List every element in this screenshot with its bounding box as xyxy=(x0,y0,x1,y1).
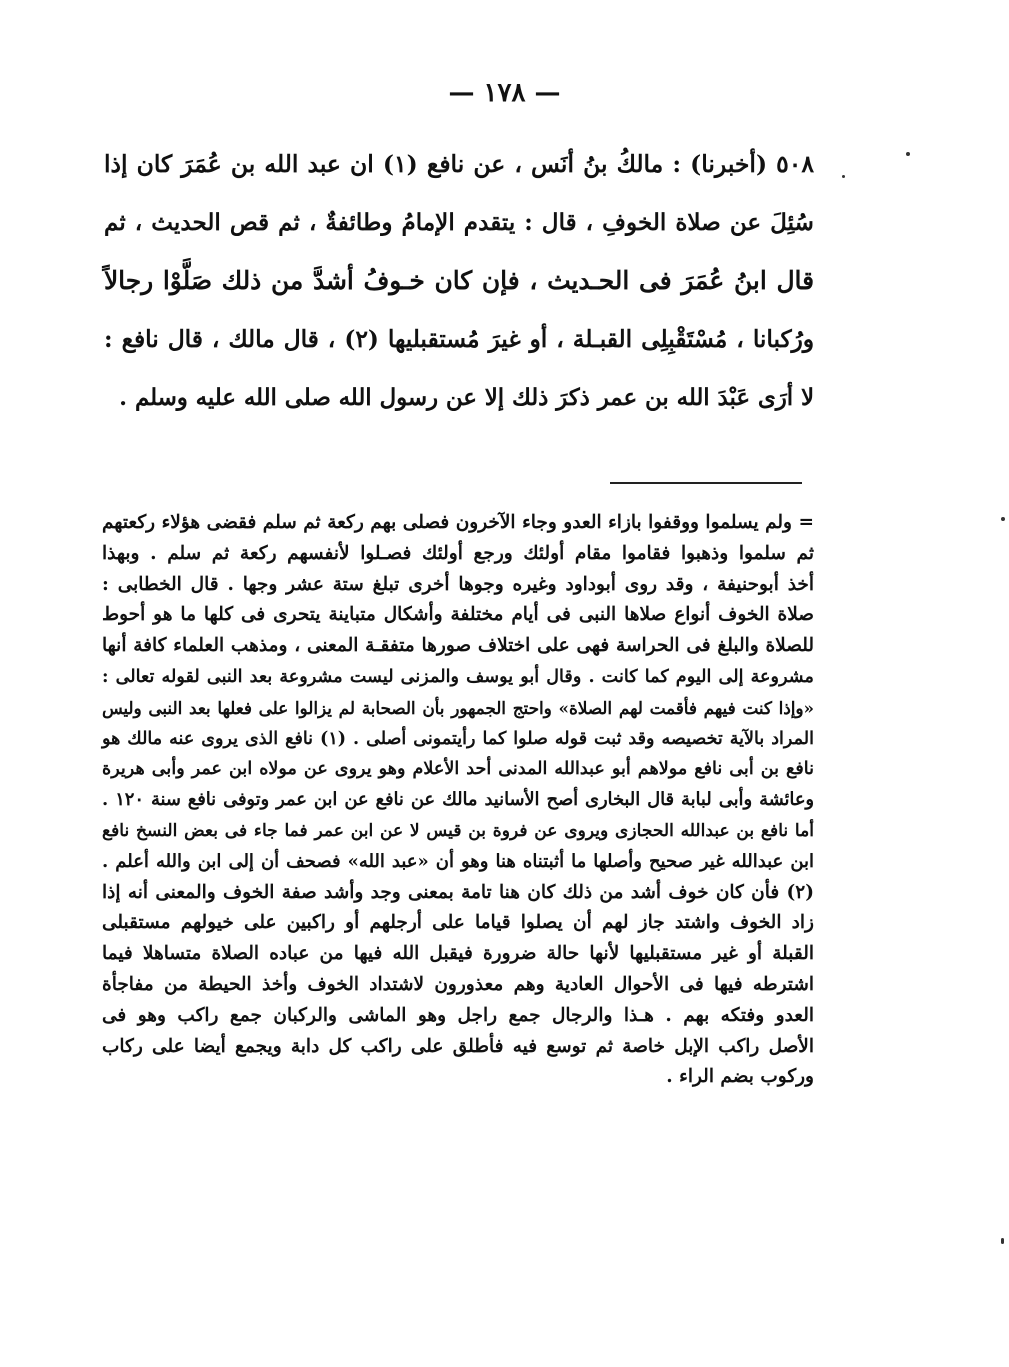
footnote-divider xyxy=(610,482,802,484)
margin-speck xyxy=(1001,517,1005,521)
main-text xyxy=(104,135,814,428)
footnote-line: ثم سلموا وذهبوا فقاموا مقام أولئك ورجع أولئك فصـلوا لأنفسهم ركعة ثم سلم . وبهذا xyxy=(102,542,814,564)
main-text-line: قال ابنُ عُمَرَ فى الحـديث ، فإن كان خـوفُ أشدَّ من ذلك صَلَّوْا رجالاً xyxy=(104,266,814,295)
footnote-line: العدو وفتكه بهم . هـذا والرجال جمع راجل وهو الماشى والركبان جمع راكب وهو فى xyxy=(102,1004,814,1026)
footnote-line: للصلاة والبلغ فى الحراسة فهى على اختلاف صورها متفقـة المعنى ، ومذهب العلماء كافة أنها xyxy=(102,635,814,657)
footnote-line: المراد بالآية تخصيصه وقد ثبت قوله صلوا كما رأيتمونى أصلى . (١) نافع الذى يروى عنه مالك هو xyxy=(102,728,814,749)
main-text-line: لا أرَى عَبْدَ الله بن عمر ذكرَ ذلك إلا عن رسول الله صلى الله عليه وسلم . xyxy=(119,385,814,411)
footnotes xyxy=(102,508,814,1093)
main-text-line: سُئِلَ عن صلاة الخوفِ ، قال : يتقدم الإمامُ وطائفةٌ ، ثم قص الحديث ، ثم xyxy=(104,208,814,236)
footnote-line: القبلة أو غير مستقبليها لأنها حالة ضرورة فيقبل الله فيها من عباده الصلاة متساهلا فيما xyxy=(102,943,814,965)
footnote-line: مشروعة إلى اليوم كما كانت . وقال أبو يوسف والمزنى ليست مشروعة بعد النبى لقوله تعالى : xyxy=(102,665,814,687)
footnote-line: = ولم يسلموا ووقفوا بازاء العدو وجاء الآخرون فصلى بهم ركعة ثم سلم فقضى هؤلاء ركعتهم xyxy=(102,512,814,533)
footnote-line: «وإذا كنت فيهم فأقمت لهم الصلاة» واحتج الجمهور بأن الصحابة لم يزالوا على فعلها بعد النبى وليس xyxy=(102,697,814,718)
footnote-line: وركوب بضم الراء . xyxy=(666,1066,814,1088)
main-text-line: ٥٠٨ (أخبرنا) : مالكُ بنُ أنَس ، عن نافع (١) ان عبد الله بن عُمَرَ كان إذا xyxy=(104,150,814,178)
footnote-line: أخذ أبوحنيفة ، وقد روى أبوداود وغيره وجوها أخرى تبلغ ستة عشر وجها . قال الخطابى : xyxy=(102,573,814,595)
margin-speck xyxy=(906,152,910,156)
footnote-line: نافع بن أبى نافع مولاهم أبو عبدالله المدنى أحد الأعلام وهو يروى عن مولاه ابن عمر وأبى هريرة xyxy=(102,758,814,780)
footnote-line: اشترطه فيها فى الأحوال العادية وهم معذورون لاشتداد الخوف وأخذ الحيطة من مفاجأة xyxy=(102,973,814,995)
footnote-line: (٢) فأن كان خوف أشد من ذلك كان هنا تامة بمعنى وجد وأشد صفة الخوف والمعنى أنه إذا xyxy=(102,881,814,903)
main-text-line: ورُكبانا ، مُسْتَقْبِلِى القبـلة ، أو غيرَ مُستقبليها (٢) ، قال مالك ، قال نافع : xyxy=(104,325,814,353)
page-number: — ١٧٨ — xyxy=(448,78,561,108)
footnote-line: زاد الخوف واشتد جاز لهم أن يصلوا قياما على أرجلهم أو راكبين على خيولهم مستقبلى xyxy=(102,912,814,934)
margin-speck xyxy=(842,175,845,178)
footnote-line: ابن عبدالله غير صحيح وأصلها ما أثبتناه هنا وهو أن «عبد الله» فصحف أن إلى ابن والله أعلم . xyxy=(102,850,814,872)
footnote-line: أما نافع بن عبدالله الحجازى ويروى عن فروة بن قيس لا عن ابن عمر فما جاء فى بعض النسخ نافع xyxy=(102,820,814,841)
footnote-line: صلاة الخوف أنواع صلاها النبى فى أيام مختلفة وأشكال متباينة يتحرى فى كلها ما هو أحوط xyxy=(102,604,814,626)
margin-speck xyxy=(1001,1238,1004,1244)
footnote-line: وعائشة وأبى لبابة قال البخارى أصح الأسانيد مالك عن نافع عن ابن عمر وتوفى نافع سنة ١٢٠ . xyxy=(102,789,814,811)
footnote-line: الأصل راكب الإبل خاصة ثم توسع فيه فأطلق على راكب كل دابة ويجمع أيضا على ركاب xyxy=(102,1035,814,1057)
